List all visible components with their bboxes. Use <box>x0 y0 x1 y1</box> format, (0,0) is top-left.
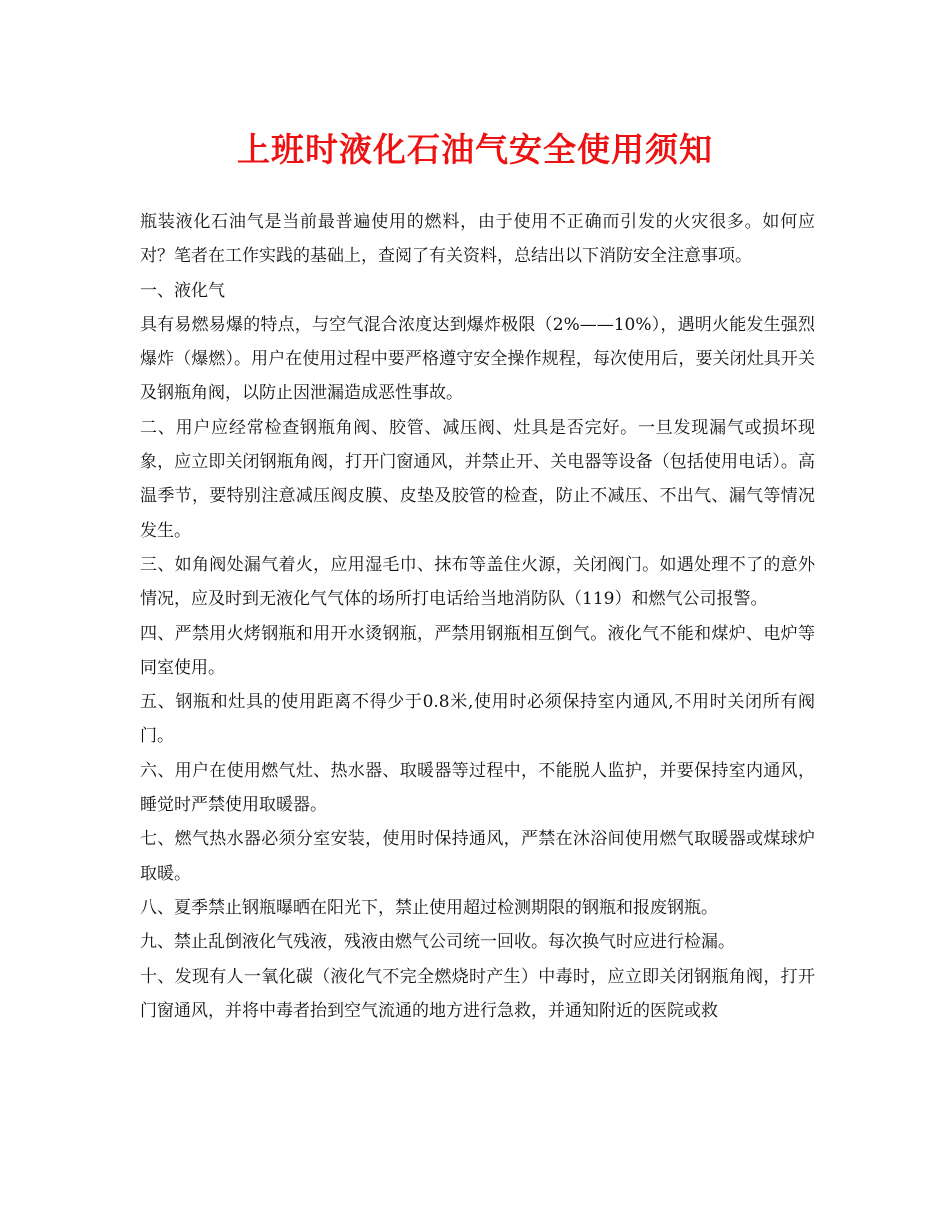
paragraph-7: 七、燃气热水器必须分室安装，使用时保持通风，严禁在沐浴间使用燃气取暖器或煤球炉取暖。 <box>140 829 815 884</box>
paragraph-10: 十、发现有人一氧化碳（液化气不完全燃烧时产生）中毒时，应立即关闭钢瓶角阀，打开门窗通风，并将中毒者抬到空气流通的地方进行急救，并通知附近的医院或救 <box>140 966 815 1021</box>
document-body <box>140 205 815 1028</box>
paragraph-2: 二、用户应经常检查钢瓶角阀、胶管、减压阀、灶具是否完好。一旦发现漏气或损坏现象，应立即关闭钢瓶角阀，打开门窗通风，并禁止开、关电器等设备（包括使用电话）。高温季节，要特别注意减压阀皮膜、皮垫及胶管的检查，防止不减压、不出气、漏气等情况发生。 <box>140 417 815 541</box>
document-title: 上班时液化石油气安全使用须知 <box>237 130 713 169</box>
paragraph-9: 九、禁止乱倒液化气残液，残液由燃气公司统一回收。每次换气时应进行检漏。 <box>140 932 735 953</box>
paragraph-5: 五、钢瓶和灶具的使用距离不得少于0.8米,使用时必须保持室内通风,不用时关闭所有阀门。 <box>140 692 815 747</box>
paragraph-1: 具有易燃易爆的特点，与空气混合浓度达到爆炸极限（2%——10%），遇明火能发生强烈爆炸（爆燃）。用户在使用过程中要严格遵守安全操作规程，每次使用后，要关闭灶具开关及钢瓶角阀，以防止因泄漏造成恶性事故。 <box>140 314 815 404</box>
section-heading-1: 一、液化气 <box>140 280 225 301</box>
paragraph-intro: 瓶装液化石油气是当前最普遍使用的燃料，由于使用不正确而引发的火灾很多。如何应对？笔者在工作实践的基础上，查阅了有关资料，总结出以下消防安全注意事项。 <box>140 212 815 267</box>
paragraph-6: 六、用户在使用燃气灶、热水器、取暖器等过程中，不能脱人监护，并要保持室内通风，睡觉时严禁使用取暖器。 <box>140 760 815 816</box>
paragraph-3: 三、如角阀处漏气着火，应用湿毛巾、抹布等盖住火源，关闭阀门。如遇处理不了的意外情况，应及时到无液化气气体的场所打电话给当地消防队（119）和燃气公司报警。 <box>140 554 815 610</box>
paragraph-8: 八、夏季禁止钢瓶曝晒在阳光下，禁止使用超过检测期限的钢瓶和报废钢瓶。 <box>140 897 718 918</box>
paragraph-4: 四、严禁用火烤钢瓶和用开水烫钢瓶，严禁用钢瓶相互倒气。液化气不能和煤炉、电炉等同室使用。 <box>140 623 815 678</box>
